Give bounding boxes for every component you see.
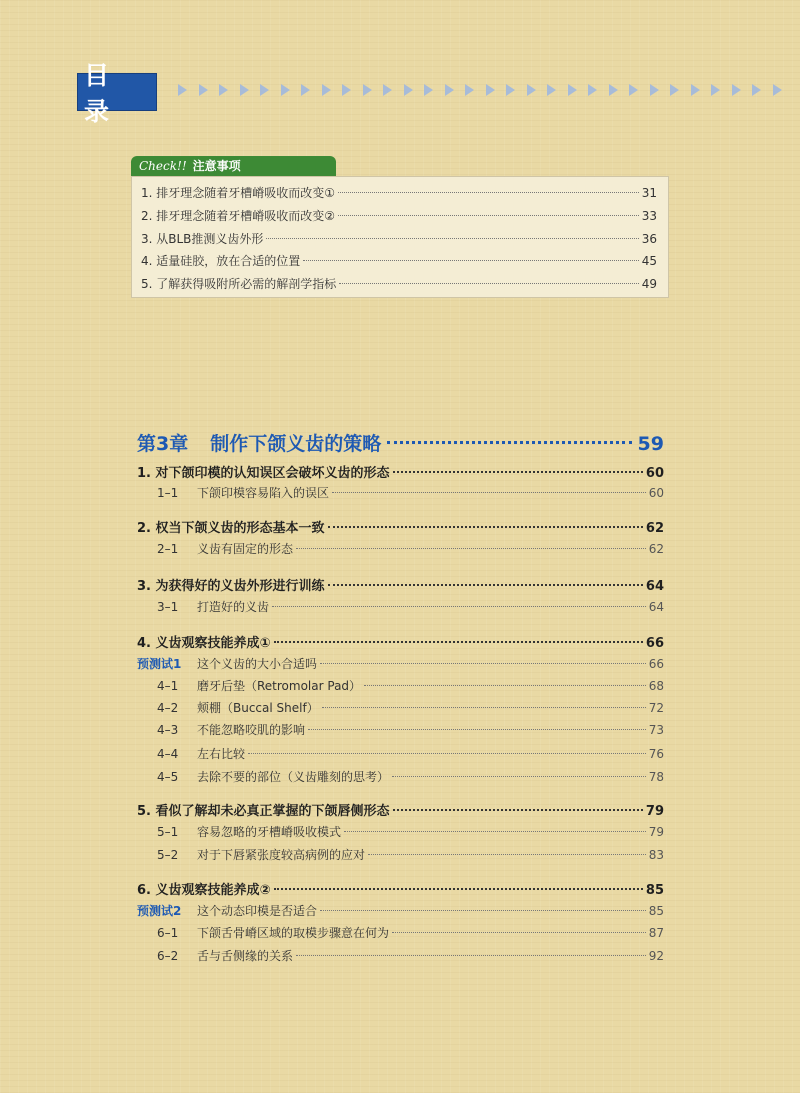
- leader-dots: [320, 910, 646, 911]
- check-item[interactable]: [141, 207, 657, 229]
- toc-entry-number: 3–1: [157, 600, 179, 614]
- check-item-label: 5. 了解获得吸附所必需的解剖学指标: [141, 277, 337, 292]
- toc-section-label: 2. 权当下颌义齿的形态基本一致: [137, 521, 325, 536]
- check-item-label: 1. 排牙理念随着牙槽嵴吸收而改变①: [141, 186, 336, 200]
- toc-page-number: 79: [648, 825, 664, 839]
- leader-dots: [296, 955, 646, 956]
- toc-section-label: 6. 义齿观察技能养成②: [137, 883, 271, 898]
- toc-entry-label: 不能忽略咬肌的影响: [197, 723, 306, 737]
- leader-dots: [274, 641, 643, 643]
- toc-page-number: 87: [648, 926, 664, 940]
- toc-page-number: 78: [648, 770, 664, 784]
- leader-dots: [322, 707, 646, 708]
- toc-page-number: 62: [645, 521, 664, 536]
- toc-subsection[interactable]: [157, 484, 664, 501]
- toc-entry-label: 磨牙后垫（Retromolar Pad）: [197, 679, 362, 693]
- toc-subsection[interactable]: [157, 846, 664, 863]
- leader-dots: [248, 753, 646, 754]
- leader-dots: [338, 215, 639, 216]
- check-item-page: 33: [641, 208, 657, 223]
- check-item[interactable]: [141, 252, 657, 274]
- check-item[interactable]: [141, 275, 657, 297]
- check-item[interactable]: [141, 184, 657, 206]
- toc-entry-label: 对于下唇紧张度较高病例的应对: [197, 848, 366, 862]
- toc-section-label: 5. 看似了解却未必真正掌握的下颌唇侧形态: [137, 804, 390, 819]
- leader-dots: [303, 260, 638, 261]
- toc-entry-label: 去除不要的部位（义齿雕刻的思考）: [197, 770, 390, 784]
- toc-page-number: 64: [645, 579, 664, 594]
- toc-section[interactable]: [137, 462, 664, 481]
- toc-subsection[interactable]: [157, 540, 664, 557]
- pretest-tag: 预测试1: [137, 657, 182, 671]
- toc-entry-label: 颊棚（Buccal Shelf）: [197, 701, 319, 715]
- leader-dots: [344, 831, 646, 832]
- page-title: 目 录: [77, 73, 157, 111]
- leader-dots: [308, 729, 646, 730]
- toc-page-number: 62: [648, 542, 664, 556]
- toc-entry-label: 容易忽略的牙槽嵴吸收模式: [197, 825, 342, 839]
- toc-entry-label: 义齿有固定的形态: [197, 542, 294, 556]
- toc-page-number: 85: [648, 904, 664, 918]
- toc-entry-number: 5–2: [157, 848, 179, 862]
- leader-dots: [392, 776, 646, 777]
- check-item[interactable]: [141, 230, 657, 252]
- toc-section[interactable]: [137, 879, 664, 898]
- toc-page-number: 68: [648, 679, 664, 693]
- toc-entry-number: 4–4: [157, 747, 179, 761]
- leader-dots: [392, 932, 646, 933]
- toc-page-number: 76: [648, 747, 664, 761]
- check-item-page: 36: [641, 231, 657, 246]
- toc-page-number: 83: [648, 848, 664, 862]
- chapter-title: 制作下颌义齿的策略: [210, 433, 382, 455]
- check-notes-tab: Check!! 注意事项: [131, 156, 336, 176]
- toc-page-number: 60: [648, 486, 664, 500]
- toc-entry-number: 4–3: [157, 723, 179, 737]
- leader-dots: [328, 526, 643, 528]
- leader-dots: [393, 471, 643, 473]
- toc-page-number: 85: [645, 883, 664, 898]
- leader-dots: [328, 584, 643, 586]
- toc-page-number: 73: [648, 723, 664, 737]
- chapter-page: 59: [637, 433, 664, 455]
- toc-page-number: 66: [645, 636, 664, 651]
- toc-entry-label: 下颌舌骨嵴区域的取模步骤意在何为: [197, 926, 390, 940]
- leader-dots: [364, 685, 646, 686]
- check-item-label: 4. 适量硅胶，放在合适的位置: [141, 254, 301, 269]
- check-item-page: 31: [641, 186, 657, 200]
- leader-dots: [338, 192, 639, 193]
- check-item-page: 49: [641, 277, 657, 292]
- toc-page-number: 64: [648, 600, 664, 614]
- toc-subsection[interactable]: [157, 947, 664, 964]
- leader-dots: [272, 606, 646, 607]
- leader-dots: [339, 283, 638, 284]
- toc-entry-number: 6–2: [157, 949, 179, 963]
- leader-dots: [332, 492, 646, 493]
- toc-subsection[interactable]: [157, 768, 664, 785]
- toc-entry-number: 5–1: [157, 825, 179, 839]
- toc-page-number: 60: [645, 466, 664, 481]
- toc-entry-number: 4–1: [157, 679, 179, 693]
- toc-section-label: 1. 对下颌印模的认知误区会破坏义齿的形态: [137, 466, 390, 481]
- toc-subsection[interactable]: [157, 745, 664, 762]
- toc-section[interactable]: [137, 517, 664, 536]
- toc-entry-number: 2–1: [157, 542, 179, 556]
- toc-page-number: 79: [645, 804, 664, 819]
- toc-section[interactable]: [137, 632, 664, 651]
- toc-pretest[interactable]: [137, 902, 664, 919]
- pretest-tag: 预测试2: [137, 904, 182, 918]
- leader-dots: [387, 441, 631, 444]
- toc-subsection[interactable]: [157, 823, 664, 840]
- check-item-label: 3. 从BLB推测义齿外形: [141, 231, 264, 246]
- chapter-number: 第3章: [137, 433, 189, 455]
- leader-dots: [393, 809, 643, 811]
- leader-dots: [320, 663, 646, 664]
- toc-section[interactable]: [137, 575, 664, 594]
- toc-entry-number: 4–5: [157, 770, 179, 784]
- toc-subsection[interactable]: [157, 721, 664, 738]
- toc-subsection[interactable]: [157, 924, 664, 941]
- toc-entry-label: 下颌印模容易陷入的误区: [197, 486, 330, 500]
- toc-section[interactable]: [137, 800, 664, 819]
- toc-entry-label: 这个义齿的大小合适吗: [197, 657, 318, 671]
- toc-section-label: 4. 义齿观察技能养成①: [137, 636, 271, 651]
- toc-subsection[interactable]: [157, 598, 664, 615]
- chapter-heading[interactable]: [137, 429, 664, 456]
- toc-pretest[interactable]: [137, 655, 664, 672]
- leader-dots: [296, 548, 646, 549]
- leader-dots: [266, 238, 638, 239]
- toc-entry-number: 6–1: [157, 926, 179, 940]
- toc-entry-number: 1–1: [157, 486, 179, 500]
- toc-subsection[interactable]: [157, 699, 664, 716]
- toc-page-number: 72: [648, 701, 664, 715]
- toc-page-number: 66: [648, 657, 664, 671]
- toc-section-label: 3. 为获得好的义齿外形进行训练: [137, 579, 325, 594]
- toc-entry-label: 这个动态印模是否适合: [197, 904, 318, 918]
- leader-dots: [274, 888, 643, 890]
- toc-entry-label: 左右比较: [197, 747, 246, 761]
- toc-page-number: 92: [648, 949, 664, 963]
- check-item-page: 45: [641, 254, 657, 269]
- leader-dots: [368, 854, 646, 855]
- toc-entry-label: 打造好的义齿: [197, 600, 270, 614]
- toc-subsection[interactable]: [157, 677, 664, 694]
- check-item-label: 2. 排牙理念随着牙槽嵴吸收而改变②: [141, 208, 336, 223]
- toc-entry-number: 4–2: [157, 701, 179, 715]
- toc-entry-label: 舌与舌侧缘的关系: [197, 949, 294, 963]
